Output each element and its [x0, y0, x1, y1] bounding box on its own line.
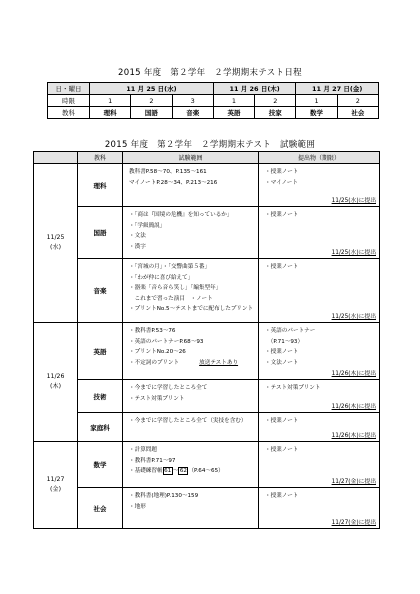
schedule-period-row	[48, 95, 379, 107]
range-line: ・教科書P.71～97	[129, 457, 176, 464]
due-label: 11/25(水)に提出	[331, 198, 376, 204]
range-line: ・今までに学習したところ全て（実技を含む）	[129, 418, 247, 424]
subject-name: 社会	[78, 488, 123, 529]
schedule-table	[47, 82, 379, 119]
period-label: 時限	[48, 95, 90, 107]
range-line: ・「学級簡説」	[129, 222, 166, 229]
subject-cell: 数学	[296, 107, 337, 119]
period-cell: 1	[213, 95, 254, 107]
day-2: 11 月 26 日(木)	[213, 83, 296, 95]
subject-cell: 技家	[255, 107, 296, 119]
range-line: これまで習った演目 ・ノート	[129, 295, 213, 302]
submit-line: ・授業ノート	[265, 418, 299, 424]
range-line: ・プリントNo.20～26	[129, 349, 186, 355]
range-line-with-note	[129, 358, 258, 369]
subject-cell: 社会	[337, 107, 378, 119]
period-cell: 2	[131, 95, 172, 107]
subject-cell: 音楽	[172, 107, 213, 119]
subject-name: 技術	[78, 380, 123, 413]
date-label: 11/25	[46, 234, 65, 242]
due-label: 11/26(木)に提出	[331, 433, 376, 439]
range-line: ・「わが仲に喜び給えて」	[129, 274, 194, 281]
date-label: 11/26	[46, 373, 65, 381]
date-cell	[34, 442, 78, 529]
submit-line: ・テスト対策プリント	[265, 385, 321, 391]
range-title: 2015 年度 第２学年 ２学期期末テスト 試験範囲	[104, 140, 316, 150]
range-header-row	[34, 152, 380, 164]
header-subject: 教科	[78, 152, 123, 164]
due-label: 11/26(木)に提出	[331, 404, 376, 410]
schedule-subject-row	[48, 107, 379, 119]
subject-cell: 国語	[131, 107, 172, 119]
range-line: ・地形	[129, 503, 146, 510]
range-row	[34, 164, 380, 207]
range-line: ・今までに学習したところ全て	[129, 385, 208, 391]
range-line: ・器楽「音ら音ら笑し」「編集型年」	[129, 285, 222, 291]
header-submit: 提出物（期限）	[259, 152, 380, 164]
due-label: 11/25(水)に提出	[331, 314, 376, 320]
submit-line: ・授業ノート	[265, 349, 299, 355]
submit-line: ・文法ノート	[265, 359, 299, 366]
range-line: ・漢字	[129, 243, 146, 250]
subject-cell: 英語	[213, 107, 254, 119]
weekday-label: (水)	[49, 244, 61, 251]
schedule-day-row	[48, 83, 379, 95]
workbook-prefix: ・基礎練習帳	[129, 468, 163, 474]
submit-line: ・授業ノート	[265, 493, 299, 499]
date-cell	[34, 164, 78, 323]
subject-label: 教科	[48, 107, 90, 119]
range-row	[34, 323, 380, 380]
range-line: ・文法	[129, 233, 146, 239]
range-line: ・不定詞のプリント	[129, 359, 180, 366]
day-1: 11 月 25 日(水)	[90, 83, 214, 95]
workbook-range-sep: ～	[172, 468, 179, 474]
header-date	[34, 152, 78, 164]
range-row	[34, 442, 380, 488]
schedule-title: 2015 年度 第２学年 ２学期期末テスト日程	[118, 68, 302, 78]
weekday-label: (木)	[49, 383, 61, 390]
subject-name: 数学	[78, 442, 123, 488]
weekday-label: (金)	[49, 486, 61, 493]
listening-test-note: 放送テストあり	[199, 359, 239, 366]
subject-name: 理科	[78, 164, 123, 207]
range-row	[34, 413, 380, 442]
due-label: 11/25(水)に提出	[331, 250, 376, 256]
workbook-suffix: （P.64～65）	[188, 468, 224, 474]
submit-line: ・授業ノート	[265, 169, 299, 175]
submit-line: ・英語のパートナー	[265, 328, 316, 334]
day-label: 日・曜日	[48, 83, 90, 95]
subject-name: 国語	[78, 207, 123, 259]
subject-name: 英語	[78, 323, 123, 380]
range-line: ・「宮城の月」・「交響曲第５番」	[129, 264, 211, 270]
period-cell: 2	[255, 95, 296, 107]
range-line: ・プリントNo.5～テストまでに配布したプリント	[129, 306, 254, 312]
date-cell	[34, 323, 78, 442]
range-line: ・英語のパートナーP.68～93	[129, 338, 204, 345]
day-3: 11 月 27 日(金)	[296, 83, 379, 95]
subject-cell: 理科	[90, 107, 131, 119]
range-line: ・「商は『国境の危機』を知っているか」	[129, 212, 233, 218]
submit-line: （P.71～93）	[265, 338, 304, 345]
range-row	[34, 259, 380, 323]
submit-line: ・授業ノート	[265, 212, 299, 218]
period-cell: 3	[172, 95, 213, 107]
range-line: ・計算問題	[129, 447, 157, 453]
submit-line: ・授業ノート	[265, 447, 299, 453]
range-line-workbook	[129, 466, 258, 477]
period-cell: 2	[337, 95, 378, 107]
range-row	[34, 207, 380, 259]
range-table	[33, 151, 380, 529]
due-label: 11/27(金)に提出	[331, 520, 376, 526]
period-cell: 1	[90, 95, 131, 107]
due-label: 11/27(金)に提出	[331, 479, 376, 485]
range-line: マイノートP.28～34、P.213～216	[129, 179, 218, 186]
period-cell: 1	[296, 95, 337, 107]
submit-line: ・授業ノート	[265, 264, 299, 270]
range-row	[34, 380, 380, 413]
due-label: 11/26(木)に提出	[331, 371, 376, 377]
range-line: ・テスト対策プリント	[129, 395, 185, 402]
range-row	[34, 488, 380, 529]
header-range: 試験範囲	[123, 152, 259, 164]
submit-line: ・マイノート	[265, 179, 298, 186]
range-line: ・教科書(地理)P.130～159	[129, 493, 199, 499]
workbook-box-end: 62	[179, 468, 187, 474]
subject-name: 家庭科	[78, 413, 123, 442]
subject-name: 音楽	[78, 259, 123, 323]
date-label: 11/27	[46, 476, 65, 484]
range-line: 教科書P.58～70、P.135～161	[129, 169, 207, 175]
range-line: ・教科書P.53～76	[129, 328, 176, 334]
workbook-box-start: 61	[164, 468, 172, 474]
